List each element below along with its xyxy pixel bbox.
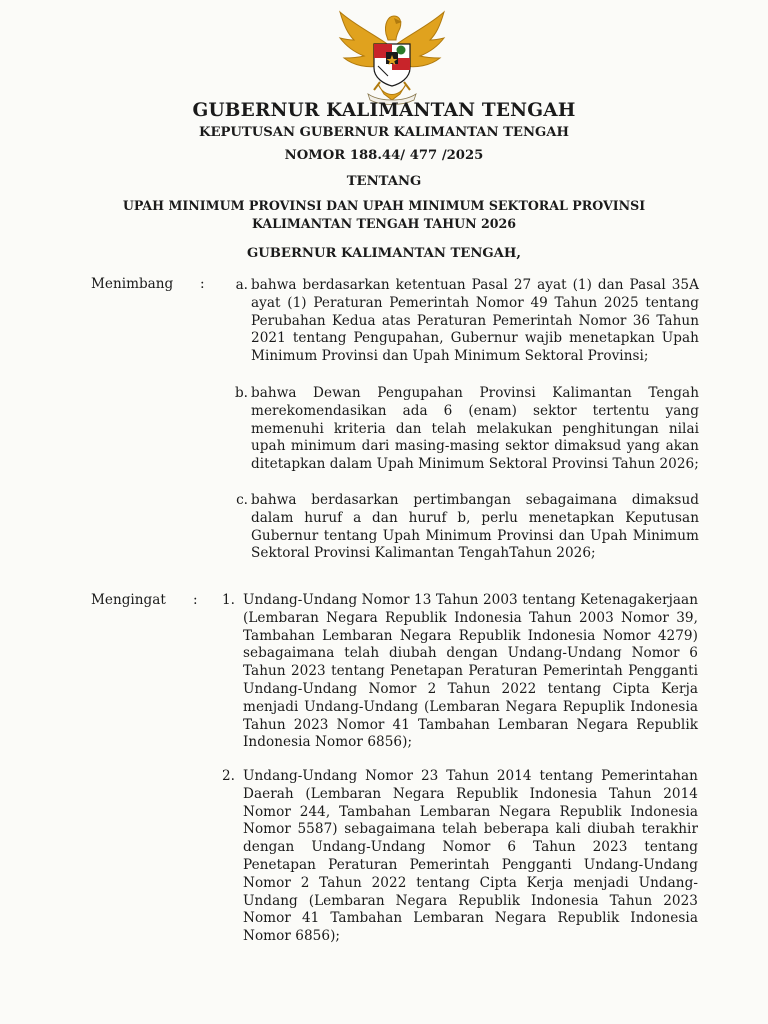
menimbang-item-a-text: bahwa berdasarkan ketentuan Pasal 27 ayat (1) dan Pasal 35A ayat (1) Peraturan Pemerintah Nomor 49 Tahun 2025 tentang Perubahan Kedua atas Peraturan Pemerintah Nomor 36 Tahun 2021 tentang Pengupahan, Gubernur wajib menetapkan Upah Minimum Provinsi dan Upah Minimum Sektoral Provinsi;: [251, 277, 699, 365]
menimbang-item-c-text: bahwa berdasarkan pertimbangan sebagaimana dimaksud dalam huruf a dan huruf b, perlu menetapkan Keputusan Gubernur tentang Upah Minimum Provinsi dan Upah Minimum Sektoral Provinsi Kalimantan TengahTahun 2026;: [251, 492, 699, 562]
mengingat-item-2-text: Undang-Undang Nomor 23 Tahun 2014 tentang Pemerintahan Daerah (Lembaran Negara Republik Indonesia Tahun 2014 Nomor 244, Tambahan Lembaran Negara Republik Indonesia Nomor 5587) sebagaimana telah beberapa kali diubah terakhir dengan Undang-Undang Nomor 6 Tahun 2023 tentang Penetapan Peraturan Pemerintah Pengganti Undang-Undang Nomor 2 Tahun 2022 tentang Cipta Kerja menjadi Undang-Undang (Lembaran Negara Republik Indonesia Tahun 2023 Nomor 41 Tambahan Lembaran Negara Republik Indonesia Nomor 6856);: [243, 768, 698, 945]
menimbang-item-c-mark: c.: [236, 492, 248, 508]
menimbang-item-b-text: bahwa Dewan Pengupahan Provinsi Kalimantan Tengah merekomendasikan ada 6 (enam) sektor tertentu yang memenuhi kriteria dan telah melakukan penghitungan nilai upah minimum dari masing-masing sektor dimaksud yang akan ditetapkan dalam Upah Minimum Sektoral Provinsi Tahun 2026;: [251, 385, 699, 473]
issuer-heading: GUBERNUR KALIMANTAN TENGAH,: [247, 246, 521, 261]
mengingat-item-1-text: Undang-Undang Nomor 13 Tahun 2003 tentang Ketenagakerjaan (Lembaran Negara Republik Indonesia Tahun 2003 Nomor 39, Tambahan Lembaran Negara Republik Indonesia Nomor 4279) sebagaimana telah diubah dengan Undang-Undang Nomor 6 Tahun 2023 tentang Penetapan Peraturan Pemerintah Pengganti Undang-Undang Nomor 2 Tahun 2022 tentang Cipta Kerja menjadi Undang-Undang (Lembaran Negara Repuplik Indonesia Tahun 2023 Nomor 41 Tambahan Lembaran Negara Republik Indonesia Nomor 6856);: [243, 592, 698, 751]
mengingat-label: Mengingat: [91, 592, 166, 608]
decree-subject-line-1: UPAH MINIMUM PROVINSI DAN UPAH MINIMUM SEKTORAL PROVINSI: [122, 198, 646, 213]
governor-title: GUBERNUR KALIMANTAN TENGAH: [192, 100, 576, 121]
menimbang-colon: :: [200, 276, 205, 292]
menimbang-label: Menimbang: [91, 276, 174, 292]
mengingat-colon: :: [193, 592, 198, 608]
mengingat-item-1-mark: 1.: [222, 592, 235, 608]
menimbang-item-b-mark: b.: [234, 385, 248, 401]
decree-number: NOMOR 188.44/ 477 /2025: [284, 148, 484, 163]
decree-subject-line-2: KALIMANTAN TENGAH TAHUN 2026: [251, 216, 517, 231]
menimbang-item-a-mark: a.: [235, 277, 248, 293]
garuda-emblem-icon: [334, 6, 450, 108]
decree-subject: [0, 197, 768, 233]
about-heading: TENTANG: [346, 174, 422, 189]
mengingat-item-2-mark: 2.: [222, 768, 235, 784]
decree-title: KEPUTUSAN GUBERNUR KALIMANTAN TENGAH: [199, 125, 569, 140]
